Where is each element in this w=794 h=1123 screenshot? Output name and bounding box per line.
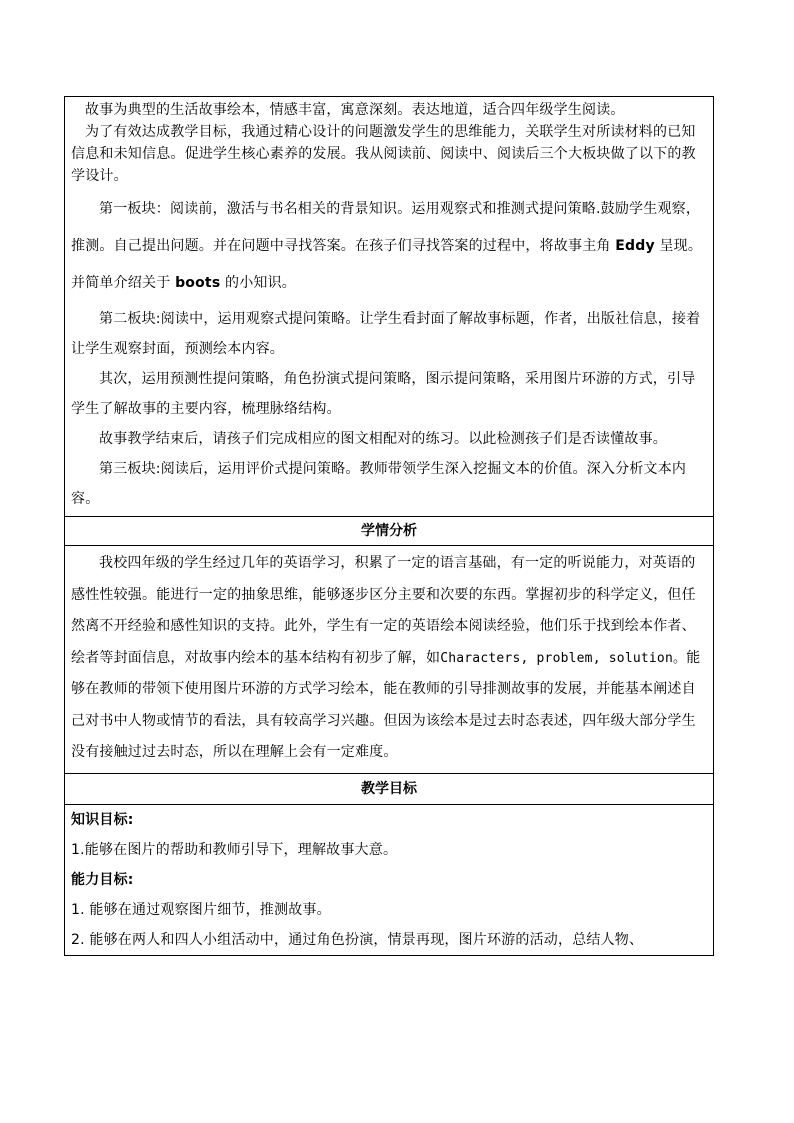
analysis-text-b: 能够在教师的带领下使用图片环游的方式学习绘本，能在教师的引导排测故事的发展，并能基本阐述自己对书中人物或情节的看法，具有较高学习兴趣。但因为该绘本是过去时态表述，四年级大部分学生没有接触过过去时态，所以在理解上会有一定难度。	[71, 649, 701, 760]
story-design-cell	[65, 97, 713, 516]
learning-analysis-heading: 学情分析	[65, 516, 713, 545]
analysis-text-a: 我校四年级的学生经过几年的英语学习，积累了一定的语言基础，有一定的听说能力，对英语的感性性较强。能进行一定的抽象思维，能够逐步区分主要和次要的东西。掌握初步的科学定义，但任然离不开经验和感性知识的支持。此外，学生有一定的英语绘本阅读经验，他们乐于找到绘本作者、绘者等封面信息，对故事内绘本的基本结构有初步了解，如	[71, 555, 696, 666]
block-one-text-c: 的小知识。	[220, 275, 297, 291]
block-one-text-b: 呈现。并简单介绍关于	[71, 238, 703, 291]
paragraph-goal-method: 为了有效达成教学目标，我通过精心设计的问题激发学生的思维能力，关联学生对所读材料的已知信息和未知信息。促进学生核心素养的发展。我从阅读前、阅读中、阅读后三个大板块做了以下的教学设计。	[71, 124, 696, 184]
analysis-text-english: Characters, problem, solution。	[440, 650, 687, 666]
paragraph-block-two: 第二板块:阅读中，运用观察式提问策略。让学生看封面了解故事标题，作者，出版社信息，接着让学生观察封面，预测绘本内容。	[71, 311, 701, 357]
knowledge-goal-1: 1.能够在图片的帮助和教师引导下，理解故事大意。	[71, 841, 398, 858]
block-one-text-a: 第一板块：阅读前，激活与书名相关的背景知识。运用观察式和推测式提问策略.鼓励学生观察，推测。自己提出问题。并在问题中寻找答案。在孩子们寻找答案的过程中，将故事主角	[71, 201, 701, 254]
paragraph-learning-analysis	[71, 548, 707, 769]
ability-goal-1: 1. 能够在通过观察图片细节，推测故事。	[71, 901, 331, 918]
boots-word: boots	[175, 275, 221, 291]
teaching-goals-cell	[65, 804, 713, 955]
paragraph-after-story: 故事教学结束后，请孩子们完成相应的图文相配对的练习。以此检测孩子们是否读懂故事。	[99, 431, 667, 447]
ability-goal-2: 2. 能够在两人和四人小组活动中，通过角色扮演，情景再现，图片环游的活动，总结人物、	[71, 931, 644, 948]
paragraph-block-three: 第三板块:阅读后，运用评价式提问策略。教师带领学生深入挖掘文本的价值。深入分析文本内容。	[71, 461, 687, 507]
ability-goal-title: 能力目标:	[71, 871, 134, 888]
learning-analysis-cell	[65, 545, 713, 773]
paragraph-story-intro: 故事为典型的生活故事绘本，情感丰富，寓意深刻。表达地道，适合四年级学生阅读。	[85, 102, 625, 118]
lesson-plan-table	[64, 96, 714, 956]
paragraph-next-strategy: 其次，运用预测性提问策略，角色扮演式提问策略，图示提问策略，采用图片环游的方式，引导学生了解故事的主要内容，梳理脉络结构。	[71, 371, 696, 417]
paragraph-block-one	[71, 191, 707, 302]
knowledge-goal-title: 知识目标:	[71, 811, 134, 828]
eddy-name: Eddy	[615, 238, 655, 254]
teaching-goals-heading: 教学目标	[65, 773, 713, 804]
